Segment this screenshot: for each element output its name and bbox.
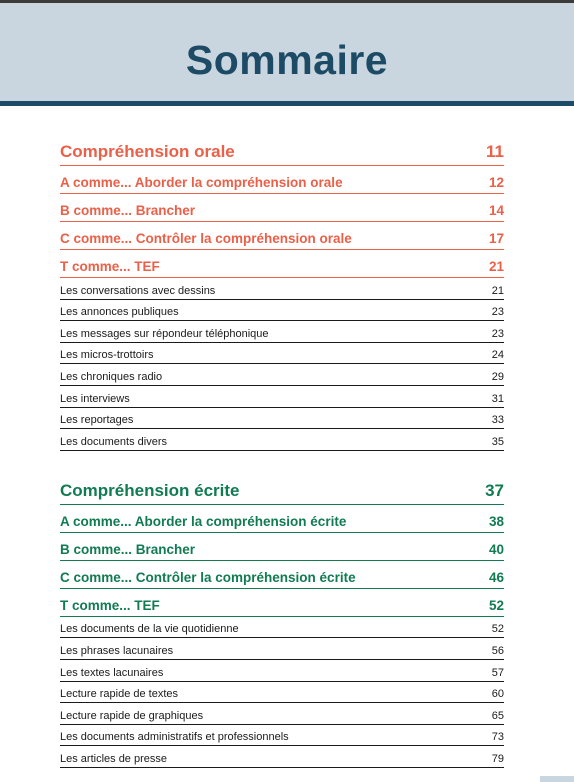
page-number: 37 (485, 480, 504, 500)
page-number: 23 (491, 306, 504, 319)
item-title: Les textes lacunaires (60, 666, 164, 679)
page-number: 21 (488, 259, 504, 274)
item-title: Les conversations avec dessins (60, 284, 216, 297)
toc-item[interactable] (60, 682, 504, 704)
section-heading[interactable] (60, 136, 504, 166)
page-number: 29 (491, 370, 504, 383)
toc-item[interactable] (60, 660, 504, 682)
page-number: 73 (491, 731, 504, 744)
section-heading[interactable] (60, 475, 504, 505)
subsection-entry[interactable] (60, 222, 504, 250)
page-number: 24 (491, 349, 504, 362)
page-number: 17 (488, 231, 504, 246)
subsection-title: C comme... Contrôler la compréhension orale (60, 231, 352, 246)
toc-item[interactable] (60, 278, 504, 300)
item-title: Les documents de la vie quotidienne (60, 623, 239, 636)
toc-item[interactable] (60, 300, 504, 322)
item-title: Les articles de presse (60, 752, 167, 765)
page-number: 52 (491, 623, 504, 636)
subsection-title: B comme... Brancher (60, 541, 196, 557)
page-number: 11 (486, 142, 504, 161)
page-number: 33 (491, 414, 504, 427)
item-title: Les phrases lacunaires (60, 644, 174, 657)
toc-item[interactable] (60, 638, 504, 660)
item-title: Les documents administratifs et professionnels (60, 731, 289, 744)
item-title: Les documents divers (60, 435, 167, 448)
toc-item[interactable] (60, 429, 504, 451)
section-title: Compréhension écrite (60, 480, 240, 500)
page-number: 23 (491, 327, 504, 340)
subsection-title: A comme... Aborder la compréhension orale (60, 175, 343, 190)
toc-item[interactable] (60, 617, 504, 639)
subsection-entry[interactable] (60, 250, 504, 278)
subsection-title: C comme... Contrôler la compréhension écrite (60, 569, 356, 585)
header-rule (0, 101, 574, 106)
subsection-entry[interactable] (60, 561, 504, 589)
toc-item[interactable] (60, 746, 504, 768)
subsection-title: T comme... TEF (60, 597, 160, 613)
item-title: Les messages sur répondeur téléphonique (60, 327, 269, 340)
page-number: 46 (488, 569, 504, 585)
item-title: Les interviews (60, 392, 130, 405)
toc-item[interactable] (60, 386, 504, 408)
item-title: Les micros-trottoirs (60, 349, 154, 362)
page-number: 40 (488, 541, 504, 557)
item-title: Les chroniques radio (60, 370, 163, 383)
subsection-entry[interactable] (60, 589, 504, 617)
subsection-entry[interactable] (60, 533, 504, 561)
item-title: Les annonces publiques (60, 306, 179, 319)
page-number: 38 (488, 513, 504, 529)
page-number: 79 (491, 752, 504, 765)
toc-item[interactable] (60, 364, 504, 386)
section-comprehension-orale (60, 136, 504, 451)
section-title: Compréhension orale (60, 142, 235, 161)
item-title: Lecture rapide de textes (60, 688, 179, 701)
toc-item[interactable] (60, 703, 504, 725)
page-number: 52 (488, 597, 504, 613)
page-number: 31 (491, 392, 504, 405)
subsection-title: T comme... TEF (60, 259, 160, 274)
toc-item[interactable] (60, 321, 504, 343)
section-comprehension-ecrite (60, 475, 504, 768)
subsection-title: B comme... Brancher (60, 203, 196, 218)
subsection-entry[interactable] (60, 166, 504, 194)
page-number: 35 (491, 435, 504, 448)
table-of-contents (60, 136, 504, 768)
page-number: 65 (491, 709, 504, 722)
page-number: 21 (491, 284, 504, 297)
subsection-entry[interactable] (60, 194, 504, 222)
item-title: Lecture rapide de graphiques (60, 709, 204, 722)
subsection-entry[interactable] (60, 505, 504, 533)
toc-item[interactable] (60, 725, 504, 747)
page-number: 14 (488, 203, 504, 218)
toc-item[interactable] (60, 408, 504, 430)
toc-item[interactable] (60, 343, 504, 365)
page-number: 57 (491, 666, 504, 679)
subsection-title: A comme... Aborder la compréhension écrite (60, 513, 347, 529)
page-number: 60 (491, 688, 504, 701)
page-corner-tab (540, 776, 574, 782)
page-number: 12 (488, 175, 504, 190)
page-title: Sommaire (185, 37, 389, 83)
item-title: Les reportages (60, 414, 134, 427)
page-number: 56 (491, 644, 504, 657)
